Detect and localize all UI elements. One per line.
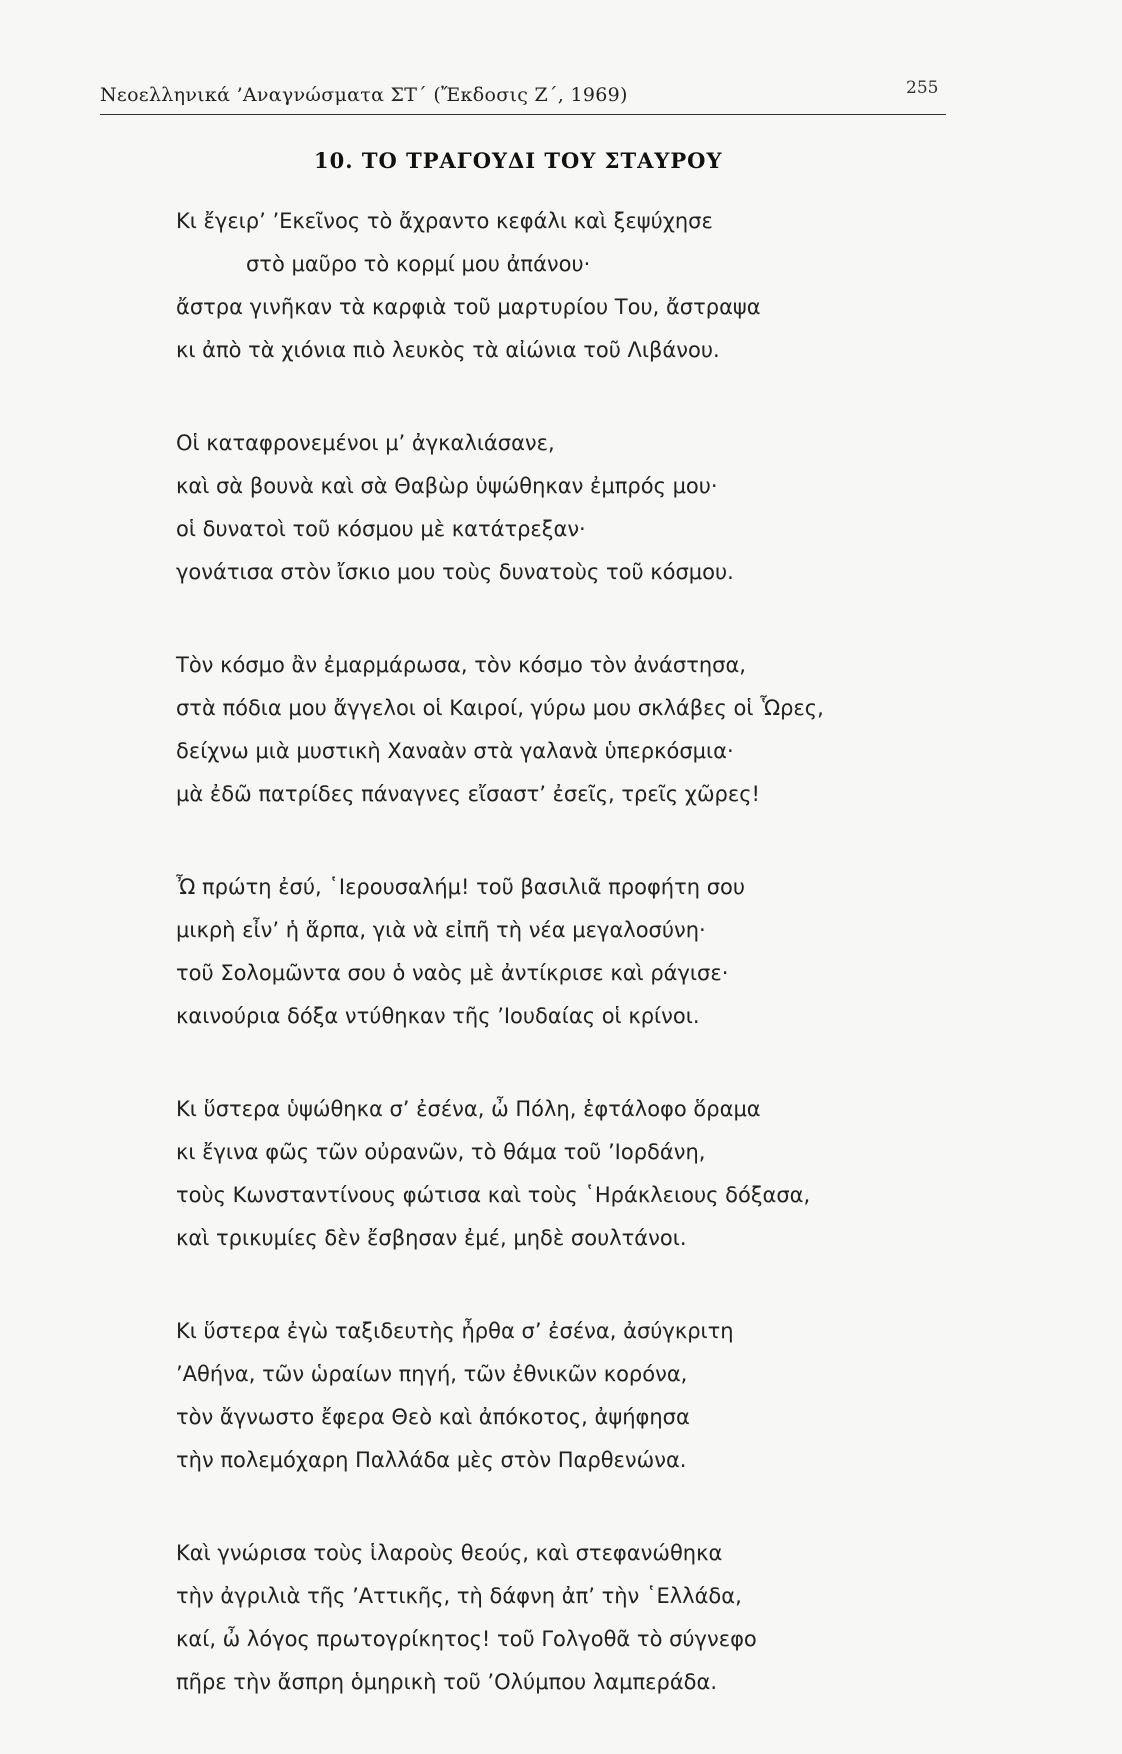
poem-line: τοῦ Σολομῶντα σου ὁ ναὸς μὲ ἀντίκρισε καὶ ράγισε· [176, 961, 729, 985]
poem-line: καί, ὦ λόγος πρωτογρίκητος! τοῦ Γολγοθᾶ τὸ σύγνεφο [176, 1627, 757, 1651]
poem-line: Κι ὕστερα ὑψώθηκα σ’ ἐσένα, ὦ Πόλη, ἑφτάλοφο ὅραμα [176, 1097, 761, 1121]
stanza-4 [176, 866, 976, 1038]
poem-line: Κι ἔγειρ’ ’Εκεῖνος τὸ ἄχραντο κεφάλι καὶ ξεψύχησε [176, 209, 713, 233]
stanza-7 [176, 1532, 976, 1704]
poem-line: Τὸν κόσμο ἂν ἐμαρμάρωσα, τὸν κόσμο τὸν ἀνάστησα, [176, 653, 746, 677]
poem-line: πῆρε τὴν ἄσπρη ὁμηρικὴ τοῦ ’Ολύμπου λαμπεράδα. [176, 1670, 718, 1694]
poem-line: οἱ δυνατοὶ τοῦ κόσμου μὲ κατάτρεξαν· [176, 517, 586, 541]
poem-line: κι ἔγινα φῶς τῶν οὐρανῶν, τὸ θάμα τοῦ ’Ιορδάνη, [176, 1140, 706, 1164]
poem-line: μικρὴ εἶν’ ἡ ἅρπα, γιὰ νὰ εἰπῆ τὴ νέα μεγαλοσύνη· [176, 918, 706, 942]
poem-line: Καὶ γνώρισα τοὺς ἱλαροὺς θεούς, καὶ στεφανώθηκα [176, 1541, 723, 1565]
poem-line: γονάτισα στὸν ἴσκιο μου τοὺς δυνατοὺς τοῦ κόσμου. [176, 560, 734, 584]
running-header: Νεοελληνικά ’Αναγνώσματα ΣΤ΄ (Ἔκδοσις Ζ΄, 1969) [100, 84, 628, 106]
poem-line: καὶ τρικυμίες δὲν ἔσβησαν ἐμέ, μηδὲ σουλτάνοι. [176, 1226, 687, 1250]
stanza-5 [176, 1088, 976, 1260]
poem-line: ’Αθήνα, τῶν ὡραίων πηγή, τῶν ἐθνικῶν κορόνα, [176, 1362, 688, 1386]
poem-line: ἄστρα γινῆκαν τὰ καρφιὰ τοῦ μαρτυρίου Του, ἄστραψα [176, 295, 761, 319]
poem-line: δείχνω μιὰ μυστικὴ Χαναὰν στὰ γαλανὰ ὑπερκόσμια· [176, 739, 734, 763]
poem-line: τοὺς Κωνσταντίνους φώτισα καὶ τοὺς ῾Ηράκλειους δόξασα, [176, 1183, 811, 1207]
poem-line: τὴν ἀγριλιὰ τῆς ’Αττικῆς, τὴ δάφνη ἀπ’ τὴν ῾Ελλάδα, [176, 1584, 742, 1608]
poem-line: Ὦ πρώτη ἐσύ, ῾Ιερουσαλήμ! τοῦ βασιλιᾶ προφήτη σου [176, 875, 746, 899]
poem-body [176, 200, 976, 1754]
poem-line: καὶ σὰ βουνὰ καὶ σὰ Θαβὼρ ὑψώθηκαν ἐμπρός μου· [176, 474, 718, 498]
page-number: 255 [906, 78, 939, 98]
poem-line: Οἱ καταφρονεμένοι μ’ ἀγκαλιάσανε, [176, 431, 555, 455]
poem-line: καινούρια δόξα ντύθηκαν τῆς ’Ιουδαίας οἱ κρίνοι. [176, 1004, 700, 1028]
poem-line: μὰ ἐδῶ πατρίδες πάναγνες εἴσαστ’ ἐσεῖς, τρεῖς χῶρες! [176, 782, 760, 806]
stanza-1 [176, 200, 976, 372]
stanza-2 [176, 422, 976, 594]
poem-line: τὸν ἄγνωστο ἔφερα Θεὸ καὶ ἀπόκοτος, ἀψήφησα [176, 1405, 690, 1429]
poem-line: τὴν πολεμόχαρη Παλλάδα μὲς στὸν Παρθενώνα. [176, 1448, 687, 1472]
poem-line: στὰ πόδια μου ἄγγελοι οἱ Καιροί, γύρω μου σκλάβες οἱ Ὧρες, [176, 696, 824, 720]
header-rule [100, 114, 946, 115]
poem-line: στὸ μαῦρο τὸ κορμί μου ἀπάνου· [246, 252, 591, 276]
stanza-6 [176, 1310, 976, 1482]
poem-line: κι ἀπὸ τὰ χιόνια πιὸ λευκὸς τὰ αἰώνια τοῦ Λιβάνου. [176, 338, 720, 362]
poem-line: Κι ὕστερα ἐγὼ ταξιδευτὴς ἦρθα σ’ ἐσένα, ἀσύγκριτη [176, 1319, 734, 1343]
stanza-3 [176, 644, 976, 816]
poem-title: 10. ΤΟ ΤΡΑΓΟΥΔΙ ΤΟΥ ΣΤΑΥΡΟΥ [314, 148, 723, 173]
